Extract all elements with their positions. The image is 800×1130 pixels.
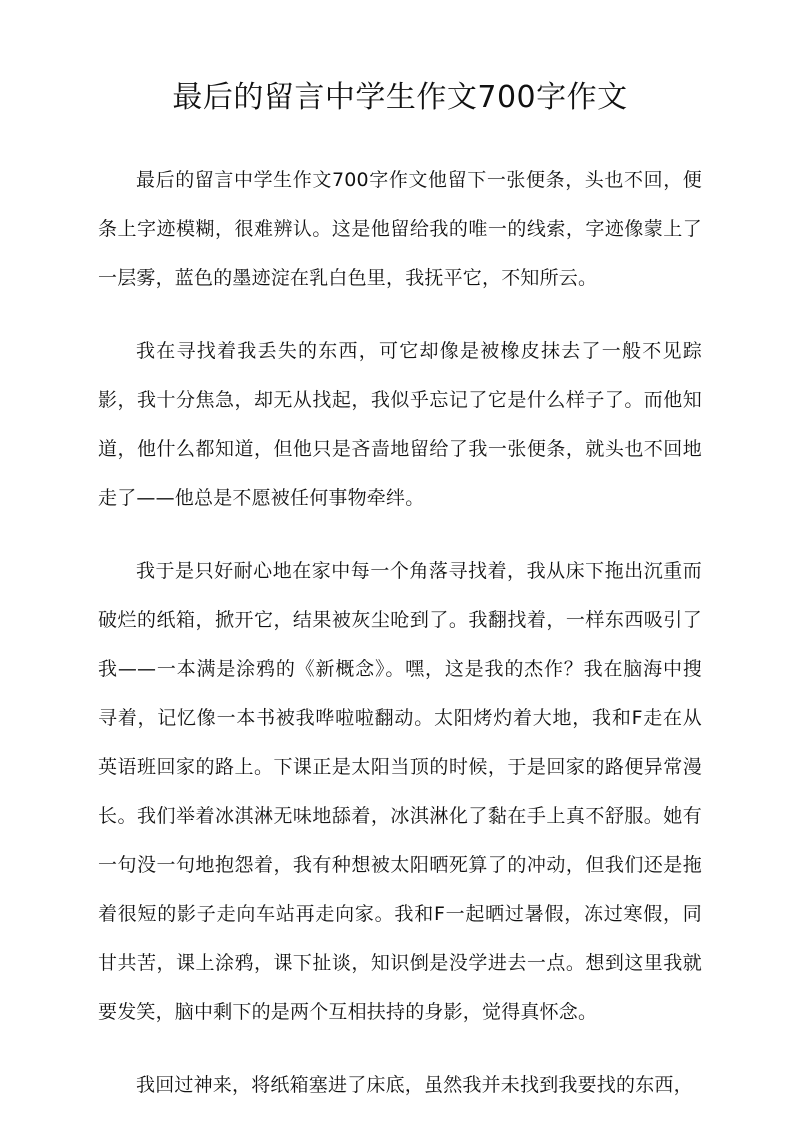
paragraph-1: 最后的留言中学生作文700字作文他留下一张便条，头也不回，便条上字迹模糊，很难辨认。这是他留给我的唯一的线索，字迹像蒙上了一层雾，蓝色的墨迹淀在乳白色里，我抚平它，不知所云。 xyxy=(98,169,702,289)
document-title: 最后的留言中学生作文700字作文 xyxy=(172,80,628,115)
paragraph-2: 我在寻找着我丢失的东西，可它却像是被橡皮抹去了一般不见踪影，我十分焦急，却无从找起，我似乎忘记了它是什么样子了。而他知道，他什么都知道，但他只是吝啬地留给了我一张便条，就头也不回地走了——他总是不愿被任何事物牵绊。 xyxy=(98,340,702,509)
paragraph-3: 我于是只好耐心地在家中每一个角落寻找着，我从床下拖出沉重而破烂的纸箱，掀开它，结果被灰尘呛到了。我翻找着，一样东西吸引了我——一本满是涂鸦的《新概念》。嘿，这是我的杰作？我在脑海中搜寻着，记忆像一本书被我哗啦啦翻动。太阳烤灼着大地，我和F走在从英语班回家的路上。下课正是太阳当顶的时候，于是回家的路便异常漫长。我们举着冰淇淋无味地舔着，冰淇淋化了黏在手上真不舒服。她有一句没一句地抱怨着，我有种想被太阳晒死算了的冲动，但我们还是拖着很短的影子走向车站再走向家。我和F一起晒过暑假，冻过寒假，同甘共苦，课上涂鸦，课下扯谈，知识倒是没学进去一点。想到这里我就要发笑，脑中剩下的是两个互相扶持的身影，觉得真怀念。 xyxy=(98,560,702,1023)
paragraph-4: 我回过神来，将纸箱塞进了床底，虽然我并未找到我要找的东西， xyxy=(136,1074,693,1096)
